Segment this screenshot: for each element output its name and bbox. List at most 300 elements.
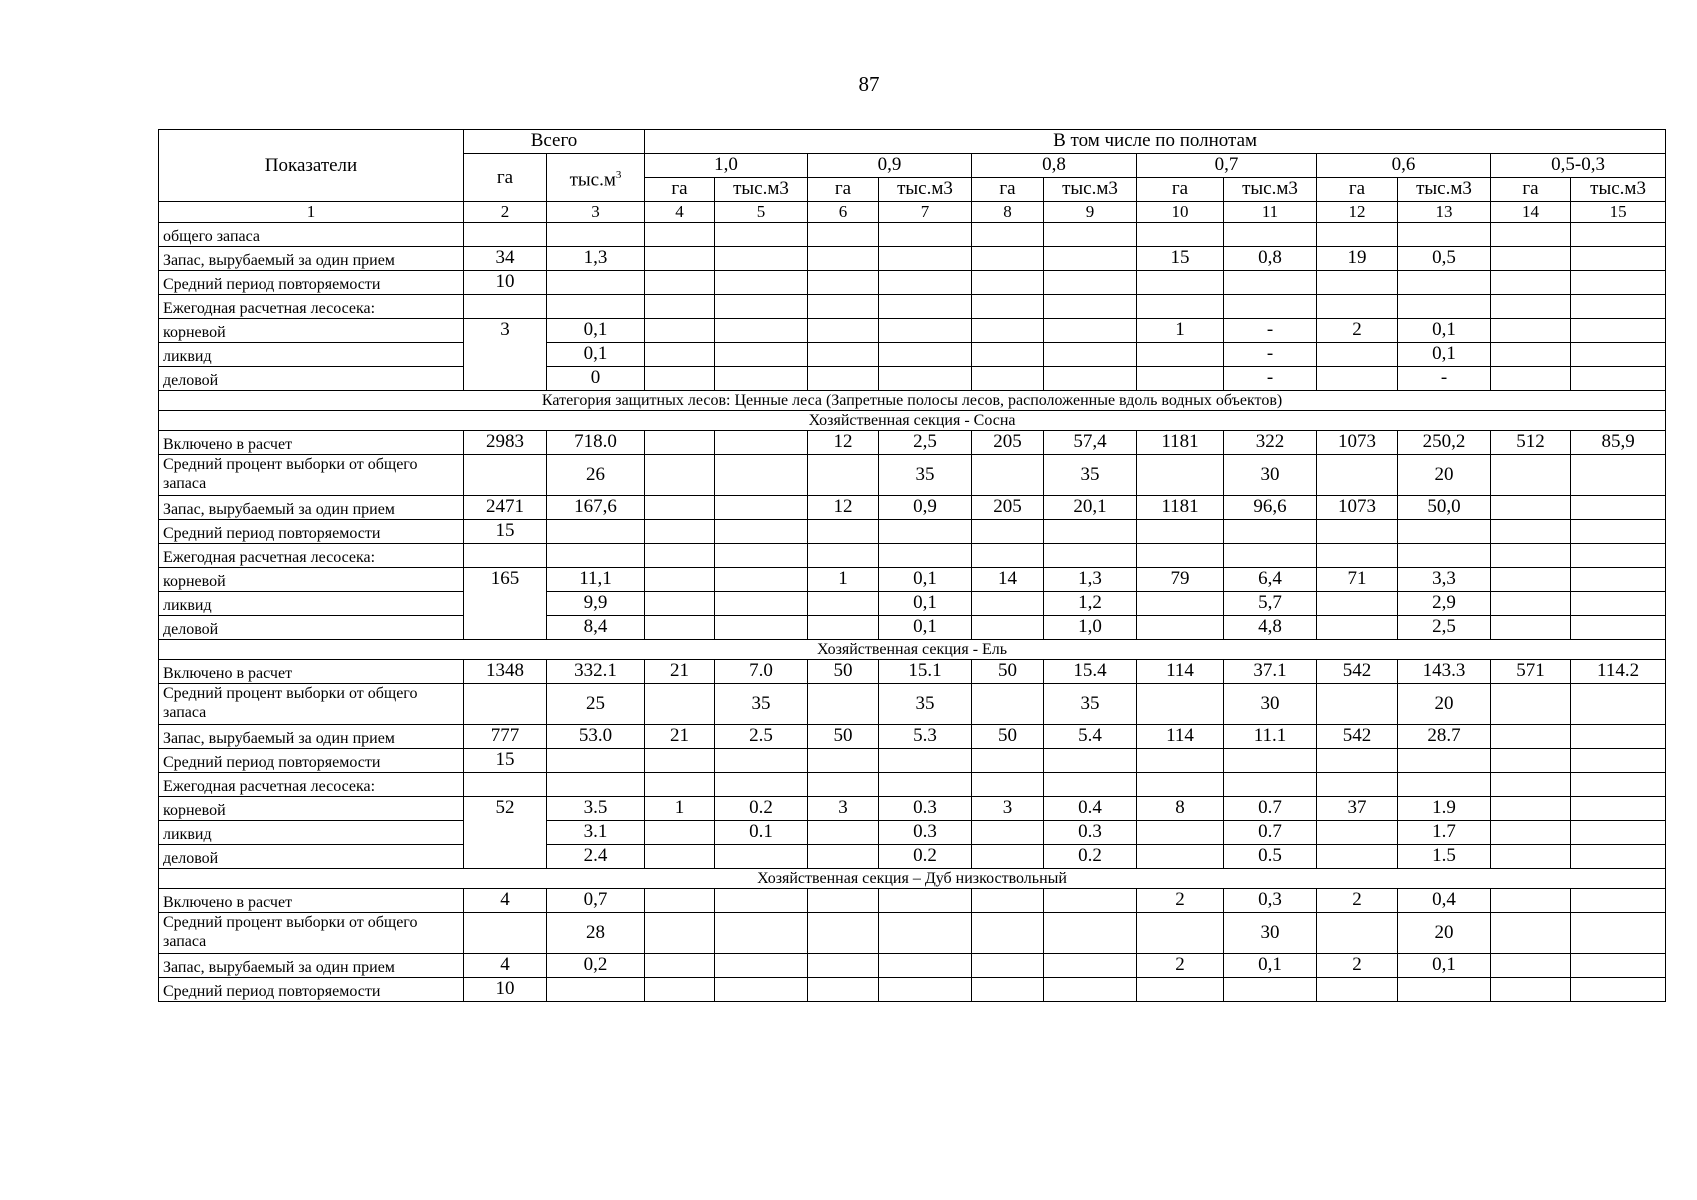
table-cell — [879, 520, 972, 544]
table-cell — [1137, 271, 1224, 295]
table-cell — [1571, 592, 1666, 616]
table-cell: 2.5 — [715, 725, 808, 749]
table-cell — [645, 223, 715, 247]
table-cell: 1348 — [464, 660, 547, 684]
table-cell — [1044, 295, 1137, 319]
table-cell: 79 — [1137, 568, 1224, 592]
table-cell — [1137, 223, 1224, 247]
table-cell — [879, 319, 972, 343]
table-cell — [879, 223, 972, 247]
table-cell — [645, 544, 715, 568]
table-cell — [1491, 725, 1571, 749]
table-cell — [1571, 343, 1666, 367]
table-cell: 11.1 — [1224, 725, 1317, 749]
table-cell: 0,1 — [547, 319, 645, 343]
row-label: Запас, вырубаемый за один прием — [159, 954, 464, 978]
table-cell — [1491, 520, 1571, 544]
row-label: Запас, вырубаемый за один прием — [159, 725, 464, 749]
pine-section-title-row — [159, 411, 1666, 431]
table-cell: 0,8 — [1224, 247, 1317, 271]
table-cell — [808, 247, 879, 271]
table-cell: 34 — [464, 247, 547, 271]
table-cell — [972, 455, 1044, 496]
density-1-0: 1,0 — [645, 154, 808, 178]
table-cell — [1571, 247, 1666, 271]
table-cell: 85,9 — [1571, 431, 1666, 455]
table-cell — [972, 845, 1044, 869]
table-cell — [1398, 978, 1491, 1002]
table-cell — [1317, 520, 1398, 544]
table-cell: 21 — [645, 725, 715, 749]
table-cell — [1491, 367, 1571, 391]
table-cell — [1571, 295, 1666, 319]
table-cell — [1398, 749, 1491, 773]
table-cell — [715, 773, 808, 797]
table-cell — [808, 616, 879, 640]
table-cell — [547, 295, 645, 319]
table-cell: - — [1224, 343, 1317, 367]
row-label: Включено в расчет — [159, 889, 464, 913]
avg-percent-row — [159, 455, 1666, 496]
column-number: 10 — [1137, 202, 1224, 223]
annual-cut-liquid-row — [159, 821, 1666, 845]
table-cell: 2.4 — [547, 845, 645, 869]
row-label: деловой — [159, 845, 464, 869]
table-cell — [715, 544, 808, 568]
unit-volume: тыс.м3 — [879, 178, 972, 202]
table-cell: 35 — [1044, 455, 1137, 496]
table-cell — [1044, 223, 1137, 247]
table-cell — [1224, 295, 1317, 319]
table-cell — [808, 367, 879, 391]
table-cell — [1571, 223, 1666, 247]
table-cell — [715, 954, 808, 978]
table-cell: 0.5 — [1224, 845, 1317, 869]
table-cell — [715, 247, 808, 271]
table-cell: 71 — [1317, 568, 1398, 592]
avg-period-row — [159, 520, 1666, 544]
row-label: Ежегодная расчетная лесосека: — [159, 544, 464, 568]
table-cell: 3.5 — [547, 797, 645, 821]
table-cell — [1224, 520, 1317, 544]
row-label: ликвид — [159, 343, 464, 367]
density-0-8: 0,8 — [972, 154, 1137, 178]
table-cell: 0,9 — [879, 496, 972, 520]
annual-cut-area: 3 — [464, 319, 547, 391]
table-cell — [715, 845, 808, 869]
row-label: Средний период повторяемости — [159, 978, 464, 1002]
table-cell — [1044, 247, 1137, 271]
table-cell — [808, 821, 879, 845]
table-cell: 53.0 — [547, 725, 645, 749]
table-cell — [808, 520, 879, 544]
unit-ha: га — [1491, 178, 1571, 202]
table-cell: 114 — [1137, 660, 1224, 684]
table-cell — [1571, 616, 1666, 640]
table-cell: 1,0 — [1044, 616, 1137, 640]
table-cell: 35 — [879, 455, 972, 496]
table-cell: 114.2 — [1571, 660, 1666, 684]
indicators-header: Показатели — [159, 130, 464, 202]
table-cell — [547, 978, 645, 1002]
row-label: Средний период повторяемости — [159, 271, 464, 295]
table-cell — [1044, 889, 1137, 913]
table-cell — [1224, 978, 1317, 1002]
table-cell — [645, 520, 715, 544]
table-cell — [808, 773, 879, 797]
table-cell — [879, 247, 972, 271]
table-cell — [1044, 367, 1137, 391]
table-cell: 167,6 — [547, 496, 645, 520]
table-cell: 15 — [464, 520, 547, 544]
table-cell — [972, 544, 1044, 568]
table-cell: 35 — [715, 684, 808, 725]
table-cell — [1571, 455, 1666, 496]
table-cell — [645, 592, 715, 616]
table-cell: 20 — [1398, 913, 1491, 954]
density-group-header: В том числе по полнотам — [645, 130, 1666, 154]
table-cell — [645, 749, 715, 773]
table-cell — [464, 773, 547, 797]
forest-table — [158, 129, 1666, 1002]
table-cell — [1137, 821, 1224, 845]
column-number: 4 — [645, 202, 715, 223]
table-cell: 205 — [972, 431, 1044, 455]
table-cell: 1,3 — [1044, 568, 1137, 592]
table-cell: 15 — [1137, 247, 1224, 271]
included-row — [159, 889, 1666, 913]
density-0-7: 0,7 — [1137, 154, 1317, 178]
column-number: 1 — [159, 202, 464, 223]
table-cell: 37 — [1317, 797, 1398, 821]
table-cell: 542 — [1317, 660, 1398, 684]
table-cell: 3 — [808, 797, 879, 821]
table-cell: 0.7 — [1224, 797, 1317, 821]
table-cell — [1137, 684, 1224, 725]
avg-period-row — [159, 271, 1666, 295]
table-cell: 12 — [808, 496, 879, 520]
unit-ha: га — [972, 178, 1044, 202]
stock-one-cut-row — [159, 954, 1666, 978]
table-cell — [1317, 343, 1398, 367]
table-cell — [715, 271, 808, 295]
table-cell — [1491, 544, 1571, 568]
table-cell: 1 — [1137, 319, 1224, 343]
table-cell: 2 — [1137, 954, 1224, 978]
table-cell: 4 — [464, 889, 547, 913]
table-cell: 0,1 — [879, 616, 972, 640]
table-cell — [1571, 367, 1666, 391]
avg-percent-row — [159, 913, 1666, 954]
table-cell — [1224, 773, 1317, 797]
table-cell — [1224, 223, 1317, 247]
column-number: 8 — [972, 202, 1044, 223]
row-label: деловой — [159, 367, 464, 391]
table-cell — [464, 295, 547, 319]
table-cell: 0.3 — [879, 797, 972, 821]
table-cell: 30 — [1224, 455, 1317, 496]
table-cell: 2983 — [464, 431, 547, 455]
table-body — [159, 130, 1666, 1002]
table-cell — [808, 845, 879, 869]
row-label: ликвид — [159, 821, 464, 845]
table-cell — [1491, 247, 1571, 271]
row-label: Средний период повторяемости — [159, 749, 464, 773]
table-cell: 542 — [1317, 725, 1398, 749]
table-cell — [1317, 913, 1398, 954]
table-cell — [464, 223, 547, 247]
table-cell — [1571, 978, 1666, 1002]
table-cell — [547, 544, 645, 568]
table-cell: 1 — [645, 797, 715, 821]
table-cell: 28.7 — [1398, 725, 1491, 749]
table-cell — [1491, 889, 1571, 913]
continuation-row — [159, 223, 1666, 247]
row-label: корневой — [159, 797, 464, 821]
table-cell — [1571, 725, 1666, 749]
table-cell: 3,3 — [1398, 568, 1491, 592]
table-cell: 1181 — [1137, 496, 1224, 520]
table-cell: 1,3 — [547, 247, 645, 271]
table-cell — [1317, 271, 1398, 295]
row-label: ликвид — [159, 592, 464, 616]
column-number: 3 — [547, 202, 645, 223]
table-cell: 8,4 — [547, 616, 645, 640]
table-cell — [715, 616, 808, 640]
unit-volume: тыс.м3 — [1571, 178, 1666, 202]
table-cell — [715, 749, 808, 773]
table-cell: 0,7 — [547, 889, 645, 913]
table-cell: 512 — [1491, 431, 1571, 455]
table-cell — [1491, 797, 1571, 821]
table-cell — [464, 913, 547, 954]
table-cell: 20 — [1398, 684, 1491, 725]
table-cell — [1571, 544, 1666, 568]
table-cell — [808, 684, 879, 725]
table-cell: 50,0 — [1398, 496, 1491, 520]
table-cell — [1317, 616, 1398, 640]
avg-period-row — [159, 978, 1666, 1002]
table-cell: 14 — [972, 568, 1044, 592]
table-cell: 9,9 — [547, 592, 645, 616]
table-cell: 15 — [464, 749, 547, 773]
row-label: Включено в расчет — [159, 431, 464, 455]
table-cell — [645, 455, 715, 496]
column-number: 7 — [879, 202, 972, 223]
table-cell — [1224, 544, 1317, 568]
table-cell — [1317, 544, 1398, 568]
unit-volume: тыс.м3 — [1398, 178, 1491, 202]
table-cell: 15.4 — [1044, 660, 1137, 684]
total-ha-header: га — [464, 154, 547, 202]
table-cell — [645, 496, 715, 520]
table-cell: 50 — [972, 660, 1044, 684]
table-cell — [1398, 544, 1491, 568]
table-cell: 777 — [464, 725, 547, 749]
row-label: корневой — [159, 568, 464, 592]
table-cell — [645, 343, 715, 367]
table-cell — [1491, 913, 1571, 954]
table-cell — [645, 319, 715, 343]
table-cell: 2 — [1317, 954, 1398, 978]
table-cell — [645, 616, 715, 640]
table-cell — [879, 343, 972, 367]
table-cell — [1491, 684, 1571, 725]
table-cell: 37.1 — [1224, 660, 1317, 684]
table-cell — [808, 295, 879, 319]
table-cell — [547, 223, 645, 247]
table-cell — [972, 913, 1044, 954]
table-cell: 8 — [1137, 797, 1224, 821]
annual-cut-liquid-row — [159, 343, 1666, 367]
table-cell — [1491, 616, 1571, 640]
density-0-5-0-3: 0,5-0,3 — [1491, 154, 1666, 178]
table-cell: 0,4 — [1398, 889, 1491, 913]
table-cell: 6,4 — [1224, 568, 1317, 592]
total-volume-header — [547, 154, 645, 202]
table-cell: 10 — [464, 271, 547, 295]
annual-cut-heading-row — [159, 773, 1666, 797]
table-cell — [645, 821, 715, 845]
table-cell — [645, 913, 715, 954]
table-cell: 4 — [464, 954, 547, 978]
annual-cut-root-row — [159, 797, 1666, 821]
table-cell — [1398, 223, 1491, 247]
table-cell: 30 — [1224, 913, 1317, 954]
table-cell — [1224, 749, 1317, 773]
table-cell — [715, 978, 808, 1002]
table-cell: 7.0 — [715, 660, 808, 684]
table-cell: 2 — [1317, 889, 1398, 913]
table-cell — [715, 319, 808, 343]
table-cell — [1398, 773, 1491, 797]
stock-one-cut-row — [159, 496, 1666, 520]
row-label: общего запаса — [159, 223, 464, 247]
table-cell — [808, 223, 879, 247]
row-label: Ежегодная расчетная лесосека: — [159, 773, 464, 797]
table-cell — [1571, 271, 1666, 295]
unit-ha: га — [1137, 178, 1224, 202]
table-cell — [645, 295, 715, 319]
table-cell: 57,4 — [1044, 431, 1137, 455]
table-cell — [879, 773, 972, 797]
table-cell — [1491, 773, 1571, 797]
table-cell — [1044, 319, 1137, 343]
table-cell — [1491, 295, 1571, 319]
table-cell — [879, 749, 972, 773]
table-cell — [808, 592, 879, 616]
table-cell — [715, 367, 808, 391]
table-cell — [464, 544, 547, 568]
table-cell — [1137, 343, 1224, 367]
density-0-9: 0,9 — [808, 154, 972, 178]
table-cell: 0.2 — [1044, 845, 1137, 869]
table-cell: 21 — [645, 660, 715, 684]
column-number: 12 — [1317, 202, 1398, 223]
table-cell — [645, 247, 715, 271]
table-cell — [1491, 568, 1571, 592]
table-cell — [1571, 913, 1666, 954]
table-cell — [1044, 544, 1137, 568]
row-label: Средний процент выборки от общего запаса — [159, 455, 464, 496]
table-cell — [972, 319, 1044, 343]
table-cell: 250,2 — [1398, 431, 1491, 455]
row-label: деловой — [159, 616, 464, 640]
table-cell: 0.4 — [1044, 797, 1137, 821]
table-cell: 10 — [464, 978, 547, 1002]
category-title-row — [159, 391, 1666, 411]
table-cell: 0,3 — [1224, 889, 1317, 913]
table-cell: 12 — [808, 431, 879, 455]
density-0-6: 0,6 — [1317, 154, 1491, 178]
table-cell — [1044, 954, 1137, 978]
table-cell — [1398, 295, 1491, 319]
table-cell — [715, 455, 808, 496]
table-cell: 1181 — [1137, 431, 1224, 455]
table-cell — [972, 773, 1044, 797]
table-cell: 2,9 — [1398, 592, 1491, 616]
category-title: Категория защитных лесов: Ценные леса (Запретные полосы лесов, расположенные вдоль водных объектов) — [159, 391, 1666, 411]
table-cell: 5.4 — [1044, 725, 1137, 749]
table-cell: 0,1 — [547, 343, 645, 367]
table-cell: 0,1 — [1398, 954, 1491, 978]
stock-one-cut-row — [159, 247, 1666, 271]
annual-cut-heading-row — [159, 544, 1666, 568]
unit-volume: тыс.м3 — [715, 178, 808, 202]
table-cell — [1571, 496, 1666, 520]
table-cell — [715, 295, 808, 319]
table-cell — [1398, 520, 1491, 544]
table-cell — [1044, 271, 1137, 295]
table-cell — [1317, 749, 1398, 773]
table-cell: 20 — [1398, 455, 1491, 496]
annual-cut-liquid-row — [159, 592, 1666, 616]
table-cell — [1317, 978, 1398, 1002]
table-cell — [808, 749, 879, 773]
table-cell — [1317, 773, 1398, 797]
table-cell — [1571, 319, 1666, 343]
table-cell: 114 — [1137, 725, 1224, 749]
unit-ha: га — [1317, 178, 1398, 202]
spruce-section-title-row — [159, 640, 1666, 660]
table-cell — [1137, 978, 1224, 1002]
table-cell — [547, 520, 645, 544]
table-cell — [645, 271, 715, 295]
table-cell — [1137, 367, 1224, 391]
table-cell: 0,1 — [1398, 319, 1491, 343]
table-cell — [1137, 455, 1224, 496]
table-cell — [1491, 749, 1571, 773]
table-cell — [547, 749, 645, 773]
annual-cut-heading-row — [159, 295, 1666, 319]
table-cell: 143.3 — [1398, 660, 1491, 684]
table-cell — [1137, 913, 1224, 954]
included-row — [159, 660, 1666, 684]
table-cell — [645, 889, 715, 913]
unit-ha: га — [645, 178, 715, 202]
annual-cut-business-row — [159, 845, 1666, 869]
table-cell — [1317, 845, 1398, 869]
table-cell: 20,1 — [1044, 496, 1137, 520]
table-cell — [645, 773, 715, 797]
table-cell — [1044, 520, 1137, 544]
table-cell — [1044, 773, 1137, 797]
table-cell — [972, 343, 1044, 367]
row-label: Ежегодная расчетная лесосека: — [159, 295, 464, 319]
table-cell — [879, 295, 972, 319]
table-cell — [1137, 520, 1224, 544]
table-cell — [645, 367, 715, 391]
